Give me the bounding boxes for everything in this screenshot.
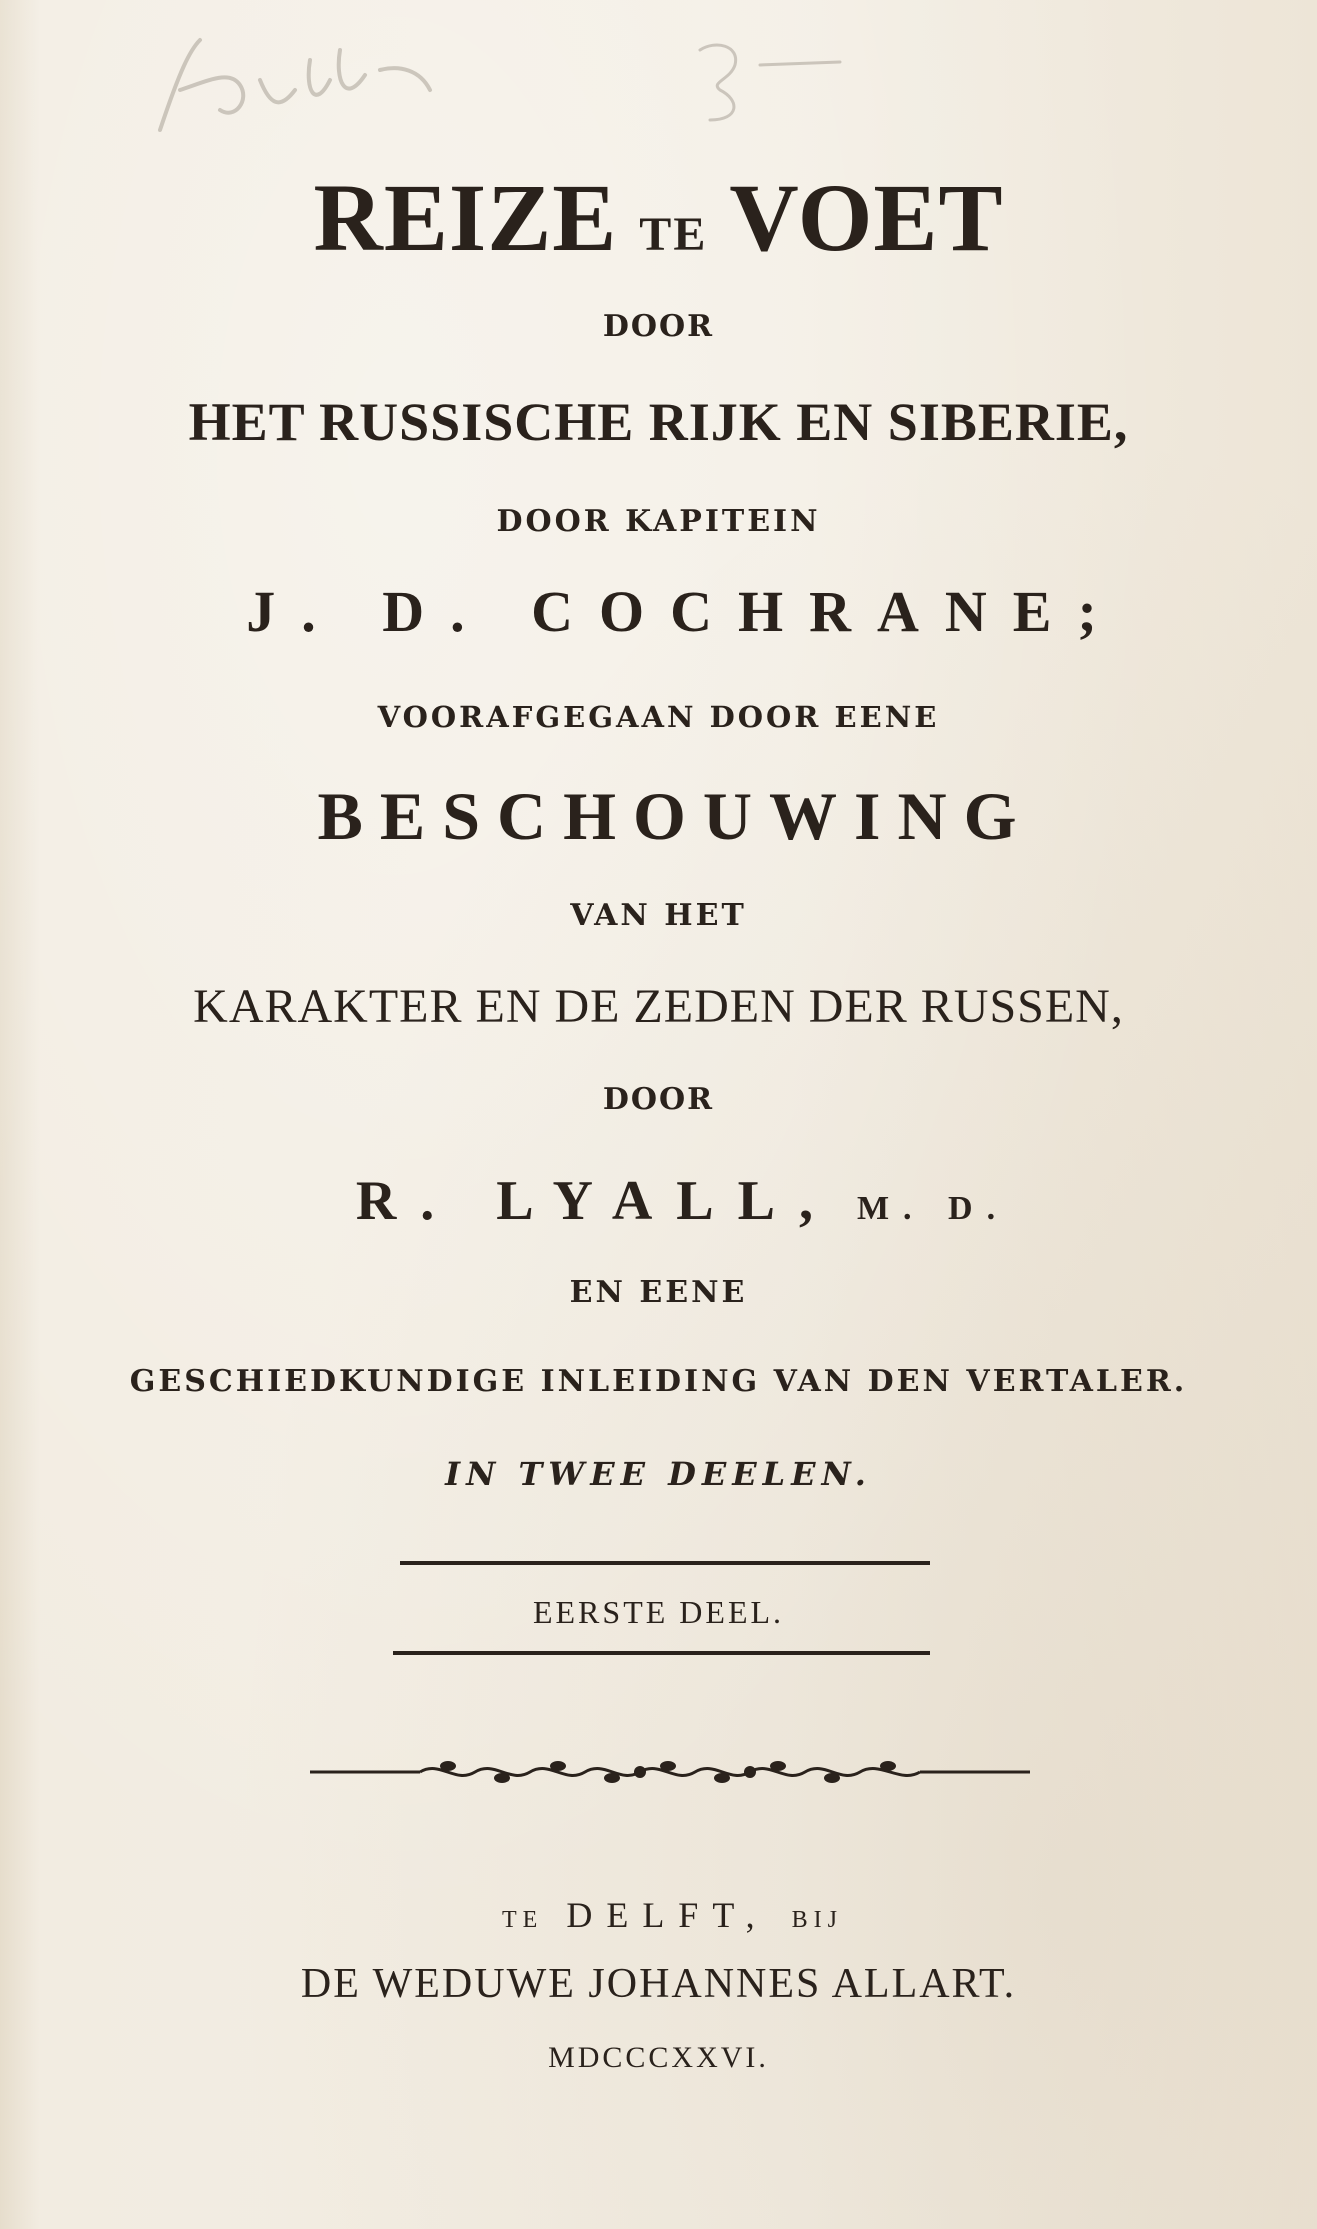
author-cochrane: J. D. COCHRANE; bbox=[246, 579, 1123, 644]
author-lyall-degree: M. D. bbox=[856, 1190, 1010, 1227]
imprint-bij: BIJ bbox=[791, 1907, 843, 1933]
imprint-year: MDCCCXXVI. bbox=[548, 2041, 769, 2074]
line-karakter: KARAKTER EN DE ZEDEN DER RUSSEN, bbox=[193, 980, 1124, 1033]
line-voorafgegaan: VOORAFGEGAAN DOOR EENE bbox=[377, 700, 940, 734]
line-geschiedkundige: GESCHIEDKUNDIGE INLEIDING VAN DEN VERTALER. bbox=[129, 1364, 1188, 1399]
book-title bbox=[0, 164, 1317, 271]
title-voet: VOET bbox=[729, 164, 1004, 271]
ornament-vine-icon bbox=[310, 1752, 1030, 1792]
line-door-kapitein: DOOR KAPITEIN bbox=[496, 504, 821, 539]
line-van-het: VAN HET bbox=[570, 898, 747, 933]
line-beschouwing: BESCHOUWING bbox=[317, 778, 1034, 854]
imprint-place bbox=[0, 1897, 1317, 1933]
line-in-twee-deelen: IN TWEE DEELEN. bbox=[445, 1455, 872, 1493]
rule-top bbox=[400, 1561, 930, 1565]
imprint-city: DELFT, bbox=[566, 1895, 769, 1935]
line-eerste-deel: EERSTE DEEL. bbox=[532, 1594, 785, 1630]
title-reize: REIZE bbox=[313, 164, 618, 271]
line-door-1: DOOR bbox=[602, 309, 715, 344]
line-door-2: DOOR bbox=[602, 1082, 715, 1117]
author-lyall-name: R. LYALL, bbox=[355, 1170, 837, 1232]
pencil-inscription-icon bbox=[140, 10, 960, 160]
title-te: TE bbox=[639, 208, 708, 261]
imprint-te: TE bbox=[502, 1907, 544, 1933]
line-het-rijk: HET RUSSISCHE RIJK EN SIBERIE, bbox=[188, 392, 1129, 452]
line-en-eene: EN EENE bbox=[569, 1275, 748, 1310]
author-lyall bbox=[0, 1170, 1317, 1232]
rule-bottom bbox=[393, 1651, 930, 1655]
imprint-publisher: DE WEDUWE JOHANNES ALLART. bbox=[300, 1961, 1017, 2007]
